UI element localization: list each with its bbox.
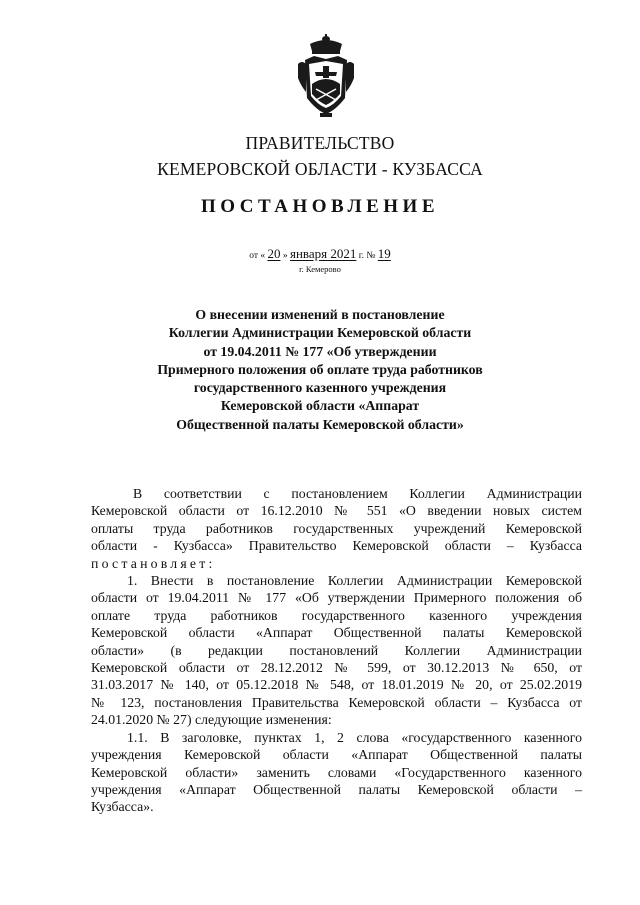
body-line: учреждения Кемеровской области «Аппарат Общественной палаты xyxy=(91,747,582,763)
body-line: № 123, постановления Правительства Кемеровской области – Кузбасса от xyxy=(91,694,582,710)
title-line: Примерного положения об оплате труда работников xyxy=(157,361,483,377)
title-line: государственного казенного учреждения xyxy=(193,380,447,396)
body-line: Кемеровской области от 28.12.2012 № 599, от 30.12.2013 № 650, от xyxy=(91,660,582,676)
document-type-heading: ПОСТАНОВЛЕНИЕ xyxy=(200,196,440,217)
date-day: 20 xyxy=(267,246,281,261)
body-line: В соответствии с постановлением Коллегии Администрации xyxy=(133,486,582,501)
body-line: Кемеровской области» заменить словами «Государственного казенного xyxy=(91,764,582,780)
document-body xyxy=(91,485,582,816)
title-line: Общественной палаты Кемеровской области» xyxy=(176,416,464,432)
body-line: оплате труда работников государственного казенного учреждения xyxy=(91,607,582,623)
body-line: учреждения «Аппарат Общественной палаты Кемеровской области – xyxy=(91,781,582,797)
title-line: Кемеровской области «Аппарат xyxy=(220,398,420,414)
body-line: области - Кузбасса» Правительство Кемеровской области – Кузбасса xyxy=(91,538,582,554)
body-line: 1.1. В заголовке, пунктах 1, 2 слова «государственного казенного xyxy=(127,729,582,745)
document-number: 19 xyxy=(377,246,391,261)
body-line: Кузбасса». xyxy=(91,799,154,815)
body-line: оплаты труда работников государственных учреждений Кемеровской xyxy=(91,520,582,536)
title-line: Коллегии Администрации Кемеровской области xyxy=(168,325,472,341)
document-title xyxy=(0,306,640,434)
body-line: Кемеровской области от 16.12.2010 № 551 «О введении новых систем xyxy=(91,503,582,519)
date-month-year: января 2021 xyxy=(289,246,357,261)
government-line-2: КЕМЕРОВСКОЙ ОБЛАСТИ - КУЗБАССА xyxy=(157,159,483,179)
body-line: 1. Внести в постановление Коллегии Администрации Кемеровской xyxy=(127,573,582,589)
title-line: О внесении изменений в постановление xyxy=(195,307,445,322)
body-line: области» (в редакции постановлений Коллегии Администрации xyxy=(91,642,582,658)
body-line: 31.03.2017 № 140, от 05.12.2018 № 548, от 18.01.2019 № 20, от 25.02.2019 xyxy=(91,677,582,693)
body-line: Кемеровской области «Аппарат Общественной палаты Кемеровской xyxy=(91,625,582,641)
government-name xyxy=(0,130,640,182)
title-line: от 19.04.2011 № 177 «Об утверждении xyxy=(203,343,437,359)
body-line: 24.01.2020 № 27) следующие изменения: xyxy=(91,712,332,728)
body-line: области от 19.04.2011 № 177 «Об утверждении Примерного положения об xyxy=(91,590,582,606)
date-prefix: от « xyxy=(249,251,266,261)
document-city: г. Кемерово xyxy=(299,264,341,274)
number-sign: № xyxy=(366,251,376,261)
government-line-1: ПРАВИТЕЛЬСТВО xyxy=(245,133,395,153)
date-mid: » xyxy=(282,251,288,261)
body-line: постановляет: xyxy=(91,555,216,571)
date-year-suffix: г. xyxy=(358,251,364,261)
document-date-line xyxy=(0,246,640,262)
coat-of-arms-emblem xyxy=(296,34,356,118)
